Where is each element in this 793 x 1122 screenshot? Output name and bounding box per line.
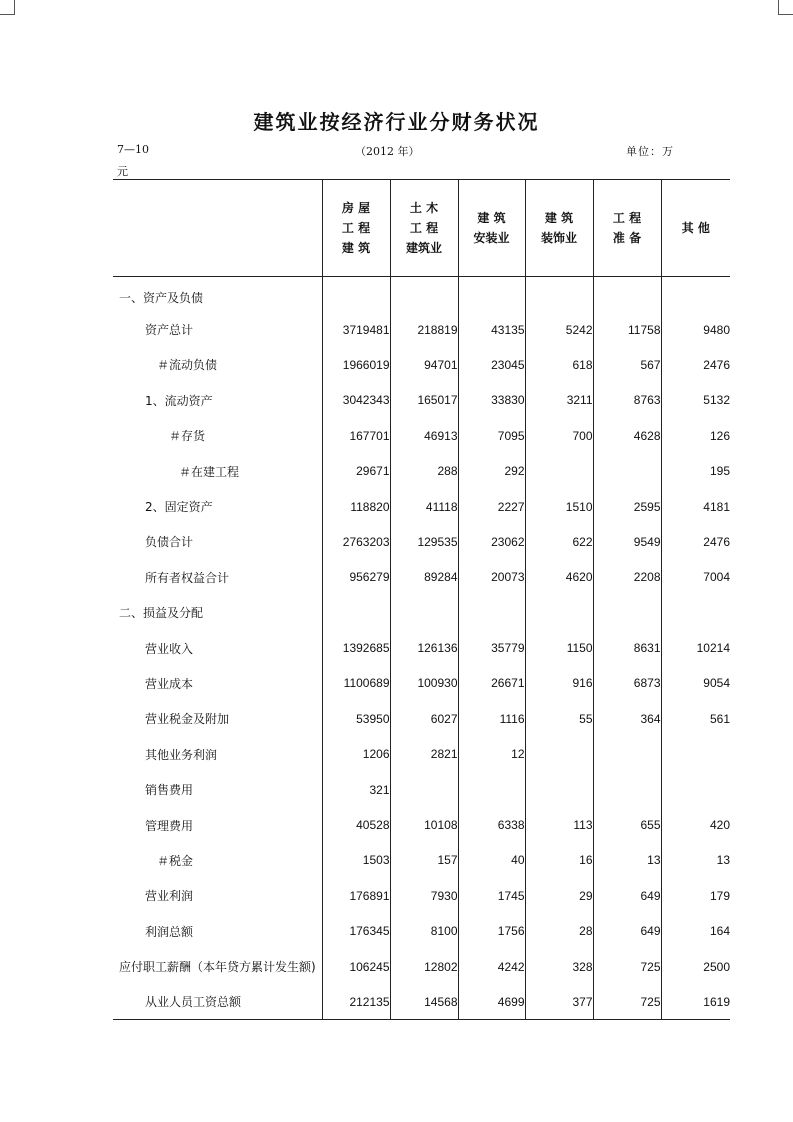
table-cell: 1745	[458, 878, 525, 913]
table-cell: 164	[661, 914, 730, 949]
table-cell: 2476	[661, 347, 730, 382]
column-header-line: 工 程	[612, 211, 642, 225]
table-cell: 1503	[322, 843, 390, 878]
row-label: 负债合计	[145, 535, 194, 550]
table-cell: 2500	[661, 949, 730, 984]
table-cell: 12802	[390, 949, 458, 984]
table-cell: 113	[525, 807, 593, 842]
table-cell: 9549	[593, 524, 661, 559]
table-row	[113, 984, 730, 1019]
table-cell: 2476	[661, 524, 730, 559]
table-cell: 655	[593, 807, 661, 842]
table-cell: 33830	[458, 383, 525, 418]
table-cell: 7004	[661, 560, 730, 595]
table-cell: 28	[525, 914, 593, 949]
table-cell: 649	[593, 878, 661, 913]
table-row	[113, 878, 730, 913]
row-label: 管理费用	[145, 818, 194, 833]
table-cell: 1150	[525, 630, 593, 665]
table-cell: 1510	[525, 489, 593, 524]
column-header-line: 建 筑	[341, 241, 371, 255]
table-cell: 195	[661, 453, 730, 488]
table-cell: 1756	[458, 914, 525, 949]
table-cell: 916	[525, 666, 593, 701]
table-cell: 6027	[390, 701, 458, 736]
row-label: ＃流动负债	[157, 358, 218, 373]
table-cell: 5242	[525, 312, 593, 347]
table-cell	[593, 277, 661, 312]
table-cell: 956279	[322, 560, 390, 595]
table-cell: 167701	[322, 418, 390, 453]
table-cell: 8100	[390, 914, 458, 949]
table-cell: 43135	[458, 312, 525, 347]
row-label: 利润总额	[145, 924, 194, 939]
table-cell: 2595	[593, 489, 661, 524]
table-cell	[525, 453, 593, 488]
row-label: 营业收入	[145, 641, 194, 656]
table-cell	[661, 595, 730, 630]
table-cell	[390, 595, 458, 630]
table-row	[113, 737, 730, 772]
table-row	[113, 595, 730, 630]
table-cell: 567	[593, 347, 661, 382]
table-cell: 4620	[525, 560, 593, 595]
row-label: 营业利润	[145, 889, 194, 904]
table-cell: 176345	[322, 914, 390, 949]
corner-crop-mark-left	[0, 0, 15, 15]
table-row	[113, 383, 730, 418]
column-header-line: 建 筑	[544, 211, 574, 225]
table-cell	[322, 595, 390, 630]
table-cell: 2821	[390, 737, 458, 772]
table-cell: 2763203	[322, 524, 390, 559]
table-cell: 9054	[661, 666, 730, 701]
row-label: 营业税金及附加	[145, 712, 230, 727]
table-cell: 7930	[390, 878, 458, 913]
table-cell: 8631	[593, 630, 661, 665]
table-row	[113, 630, 730, 665]
row-label: ＃税金	[157, 853, 194, 868]
table-unit-continued: 元	[117, 165, 128, 178]
table-cell: 321	[322, 772, 390, 807]
row-label: ＃在建工程	[179, 464, 240, 479]
table-cell: 6873	[593, 666, 661, 701]
table-cell: 100930	[390, 666, 458, 701]
table-cell: 364	[593, 701, 661, 736]
table-row	[113, 277, 730, 312]
table-cell: 292	[458, 453, 525, 488]
table-year: （2012 年）	[355, 145, 420, 158]
corner-crop-mark-right	[778, 0, 793, 15]
table-row	[113, 949, 730, 984]
row-label: 从业人员工资总额	[113, 984, 322, 1019]
column-header-line: 其 他	[681, 221, 710, 235]
table-cell: 10214	[661, 630, 730, 665]
table-cell	[593, 772, 661, 807]
table-cell: 4242	[458, 949, 525, 984]
table-cell: 377	[525, 984, 593, 1019]
table-row	[113, 914, 730, 949]
table-cell: 13	[661, 843, 730, 878]
row-label: 2、固定资产	[145, 500, 213, 515]
table-header-row	[113, 180, 730, 277]
table-cell: 7095	[458, 418, 525, 453]
column-header-line: 工 程	[341, 221, 371, 235]
table-cell: 40	[458, 843, 525, 878]
column-header	[593, 180, 661, 277]
table-cell: 2208	[593, 560, 661, 595]
table-cell: 3719481	[322, 312, 390, 347]
table-cell	[525, 595, 593, 630]
table-cell: 41118	[390, 489, 458, 524]
column-header-line: 房 屋	[341, 201, 371, 215]
column-header-line: 建 筑	[477, 211, 506, 225]
table-cell: 10108	[390, 807, 458, 842]
table-cell: 6338	[458, 807, 525, 842]
row-label: 销售费用	[145, 783, 194, 798]
table-cell: 23062	[458, 524, 525, 559]
table-row	[113, 524, 730, 559]
table-cell: 288	[390, 453, 458, 488]
table-cell: 94701	[390, 347, 458, 382]
table-cell: 3211	[525, 383, 593, 418]
table-cell: 1392685	[322, 630, 390, 665]
table-cell: 14568	[390, 984, 458, 1019]
table-cell: 212135	[322, 984, 390, 1019]
table-cell	[525, 737, 593, 772]
column-header	[525, 180, 593, 277]
table-cell: 622	[525, 524, 593, 559]
column-header	[390, 180, 458, 277]
table-cell: 157	[390, 843, 458, 878]
table-cell: 1966019	[322, 347, 390, 382]
table-cell: 1116	[458, 701, 525, 736]
table-cell: 11758	[593, 312, 661, 347]
table-cell: 12	[458, 737, 525, 772]
table-cell	[390, 772, 458, 807]
table-cell: 1619	[661, 984, 730, 1019]
table-cell: 725	[593, 984, 661, 1019]
row-label: 其他业务利润	[145, 747, 218, 762]
table-cell: 89284	[390, 560, 458, 595]
table-cell	[458, 277, 525, 312]
table-cell: 700	[525, 418, 593, 453]
column-header	[661, 180, 730, 277]
table-cell	[593, 595, 661, 630]
table-cell: 179	[661, 878, 730, 913]
row-label: 1、流动资产	[145, 393, 213, 408]
table-cell: 649	[593, 914, 661, 949]
column-header-line: 土 木	[409, 201, 439, 215]
table-row	[113, 453, 730, 488]
table-cell: 35779	[458, 630, 525, 665]
table-cell: 46913	[390, 418, 458, 453]
table-cell: 106245	[322, 949, 390, 984]
row-label: 应付职工薪酬（本年贷方累计发生额)	[119, 960, 316, 975]
table-cell: 16	[525, 843, 593, 878]
table-cell: 4699	[458, 984, 525, 1019]
table-cell: 9480	[661, 312, 730, 347]
row-label: 营业成本	[145, 676, 194, 691]
table-cell: 20073	[458, 560, 525, 595]
table-cell: 129535	[390, 524, 458, 559]
table-code: 7—10	[117, 143, 149, 156]
table-cell: 55	[525, 701, 593, 736]
row-label: 一、资产及负债	[119, 290, 204, 305]
table-cell: 561	[661, 701, 730, 736]
table-row	[113, 701, 730, 736]
column-header	[322, 180, 390, 277]
table-cell	[458, 595, 525, 630]
header-label-column	[113, 180, 322, 277]
table-row	[113, 489, 730, 524]
column-header-line: 准 备	[612, 231, 642, 245]
table-cell: 53950	[322, 701, 390, 736]
table-cell: 165017	[390, 383, 458, 418]
table-cell: 3042343	[322, 383, 390, 418]
table-cell: 26671	[458, 666, 525, 701]
table-cell	[458, 772, 525, 807]
table-cell	[322, 277, 390, 312]
table-row	[113, 807, 730, 842]
table-row	[113, 418, 730, 453]
table-row	[113, 312, 730, 347]
table-cell: 118820	[322, 489, 390, 524]
table-cell: 2227	[458, 489, 525, 524]
table-cell: 328	[525, 949, 593, 984]
table-row	[113, 843, 730, 878]
table-cell: 126	[661, 418, 730, 453]
column-header-line: 工 程	[409, 221, 439, 235]
table-cell: 8763	[593, 383, 661, 418]
table-cell: 176891	[322, 878, 390, 913]
table-cell: 420	[661, 807, 730, 842]
table-cell: 725	[593, 949, 661, 984]
table-unit: 单位：万	[626, 145, 674, 158]
table-cell: 40528	[322, 807, 390, 842]
table-cell	[390, 277, 458, 312]
table-cell: 1100689	[322, 666, 390, 701]
table-cell: 218819	[390, 312, 458, 347]
row-label: 资产总计	[145, 323, 194, 338]
table-cell	[661, 772, 730, 807]
table-cell: 29	[525, 878, 593, 913]
table-cell: 5132	[661, 383, 730, 418]
column-header-line: 装饰业	[540, 231, 577, 245]
table-row	[113, 666, 730, 701]
table-cell: 1206	[322, 737, 390, 772]
financial-table	[113, 179, 730, 1020]
table-body	[113, 277, 730, 1020]
table-row	[113, 560, 730, 595]
column-header-line: 建筑业	[405, 241, 442, 255]
column-header	[458, 180, 525, 277]
table-cell	[525, 277, 593, 312]
row-label: ＃存货	[169, 429, 206, 444]
table-cell	[593, 453, 661, 488]
row-label: 二、损益及分配	[119, 606, 204, 621]
table-cell: 23045	[458, 347, 525, 382]
table-cell: 4628	[593, 418, 661, 453]
table-cell: 13	[593, 843, 661, 878]
table-cell: 29671	[322, 453, 390, 488]
table-row	[113, 347, 730, 382]
table-cell: 4181	[661, 489, 730, 524]
table-cell	[661, 737, 730, 772]
table-cell	[661, 277, 730, 312]
page-title: 建筑业按经济行业分财务状况	[253, 110, 540, 134]
table-cell	[593, 737, 661, 772]
row-label: 所有者权益合计	[145, 570, 230, 585]
table-cell	[525, 772, 593, 807]
table-cell: 618	[525, 347, 593, 382]
column-header-line: 安装业	[473, 231, 510, 245]
table-row	[113, 772, 730, 807]
table-cell: 126136	[390, 630, 458, 665]
